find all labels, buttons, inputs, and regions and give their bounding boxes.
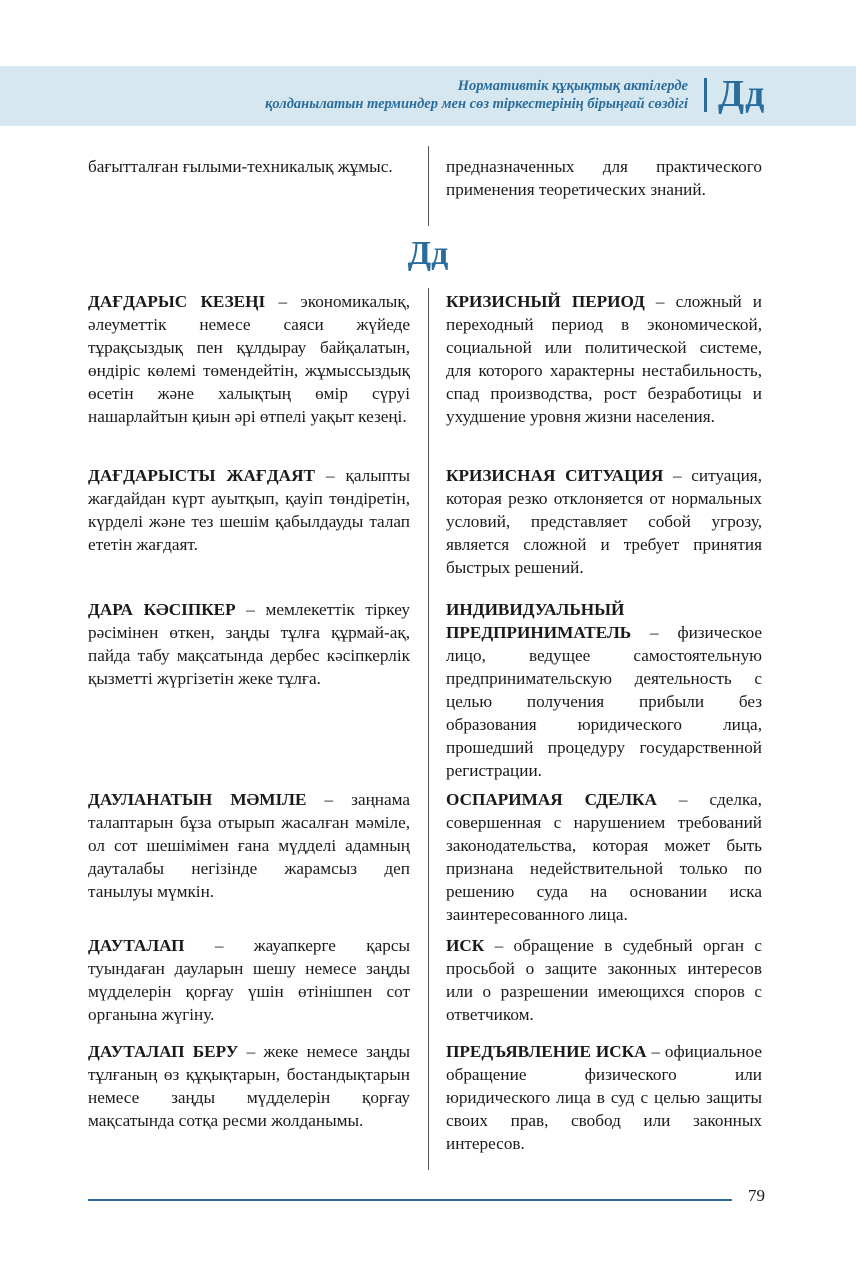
definition-ru: – физическое лицо, ведущее самостоятельную предпринимательскую деятельность с целью получения прибыли без образования юридического лица, прошедший процедуру государственной регистрации.	[446, 623, 762, 780]
definition-kz: – жеке немесе заңды тұлғаның өз құқықтарын, бостандықтарын немесе заңды мүдделерін қорғау мақсатында сотқа ресми жолданымы.	[88, 1042, 410, 1130]
term-kz: ДАРА КӘСІПКЕР	[88, 600, 236, 619]
definition-ru: – сделка, совершенная с нарушением требований законодательства, которая может быть признана недействительной только по решению суда на основании иска заинтересованного лица.	[446, 790, 762, 924]
header-letter: Дд	[718, 73, 766, 115]
term-ru: ПРЕДЪЯВЛЕНИЕ ИСКА	[446, 1042, 647, 1061]
footer-rule	[88, 1199, 732, 1201]
running-header-line-2: қолданылатын терминдер мен сөз тіркестерінің бірыңғай сөздігі	[265, 96, 688, 112]
column-divider	[428, 288, 429, 1170]
definition-kz: – экономикалық, әлеуметтік немесе саяси жүйеде тұрақсыздық пен құлдырау байқалатын, өндіріс көлемі төмендейтін, жұмыссыздық өсетін және халықтың өмір сүруі нашарлайтын қиын әрі өтпелі уақыт кезеңі.	[88, 292, 410, 426]
entry-kz	[88, 788, 410, 903]
definition-kz: – қалыпты жағдайдан күрт ауытқып, қауіп төндіретін, күрделі және тез шешім қабылдауды талап ететін жағдаят.	[88, 466, 411, 554]
continuation-kz: бағытталған ғылыми-техникалық жұмыс.	[88, 157, 393, 176]
header-divider	[704, 78, 707, 112]
term-ru: ИСК	[446, 936, 485, 955]
term-kz: ДАҒДАРЫС КЕЗЕҢІ	[88, 292, 266, 311]
entry-kz	[88, 290, 410, 428]
running-header	[128, 77, 688, 113]
term-kz: ДАУЛАНАТЫН МӘМІЛЕ	[88, 790, 307, 809]
definition-ru: – ситуация, которая резко отклоняется от нормальных условий, представляет собой угрозу, является сложной и требует принятия быстрых решений.	[446, 466, 762, 577]
entry-kz	[88, 934, 410, 1026]
entry-ru	[446, 598, 762, 782]
entry-ru	[446, 464, 762, 579]
term-ru: ИНДИВИДУАЛЬНЫЙ ПРЕДПРИНИМАТЕЛЬ	[446, 600, 632, 642]
entry-ru	[446, 1040, 762, 1155]
entry-ru	[446, 290, 762, 428]
section-letter: Дд	[407, 235, 449, 272]
entry-kz	[88, 464, 410, 556]
term-kz: ДАҒДАРЫСТЫ ЖАҒДАЯТ	[88, 466, 315, 485]
page-number: 79	[748, 1186, 765, 1205]
running-header-line-1: Нормативтік құқықтық актілерде	[457, 78, 688, 94]
term-ru: ОСПАРИМАЯ СДЕЛКА	[446, 790, 657, 809]
term-kz: ДАУТАЛАП	[88, 936, 185, 955]
definition-ru: – официальное обращение физического или юридического лица в суд с целью защиты своих прав, свобод или законных интересов.	[446, 1042, 762, 1153]
term-ru: КРИЗИСНЫЙ ПЕРИОД	[446, 292, 645, 311]
definition-kz: – заңнама талаптарын бұза отырып жасалған мәміле, ол сот шешімімен ғана мүдделі адамның дауталабы негізінде жарамсыз деп танылуы мүмкін.	[88, 790, 410, 901]
entry-kz	[88, 598, 410, 690]
definition-ru: – сложный и переходный период в экономической, социальной или политической системе, для которого характерны нестабильность, спад производства, рост безработицы и ухудшение уровня жизни населения.	[446, 292, 763, 426]
entry-ru	[446, 788, 762, 926]
entry-ru	[446, 934, 762, 1026]
definition-ru: – обращение в судебный орган с просьбой о защите законных интересов или о разрешении имеющихся споров с ответчиком.	[446, 936, 762, 1024]
term-kz: ДАУТАЛАП БЕРУ	[88, 1042, 239, 1061]
entry-kz	[88, 1040, 410, 1132]
term-ru: КРИЗИСНАЯ СИТУАЦИЯ	[446, 466, 664, 485]
definition-kz: – жауапкерге қарсы туындаған дауларын шешу немесе заңды мүдделерін қорғау үшін өтінішпен сот органына жүгіну.	[88, 936, 410, 1024]
definition-kz: – мемлекеттік тіркеу рәсімінен өткен, заңды тұлға құрмай-ақ, пайда табу мақсатында дербес кәсіпкерлік қызметті жүргізетін жеке тұлға.	[88, 600, 410, 688]
continuation-ru: предназначенных для практического применения теоретических знаний.	[446, 157, 762, 199]
column-divider	[428, 146, 429, 226]
